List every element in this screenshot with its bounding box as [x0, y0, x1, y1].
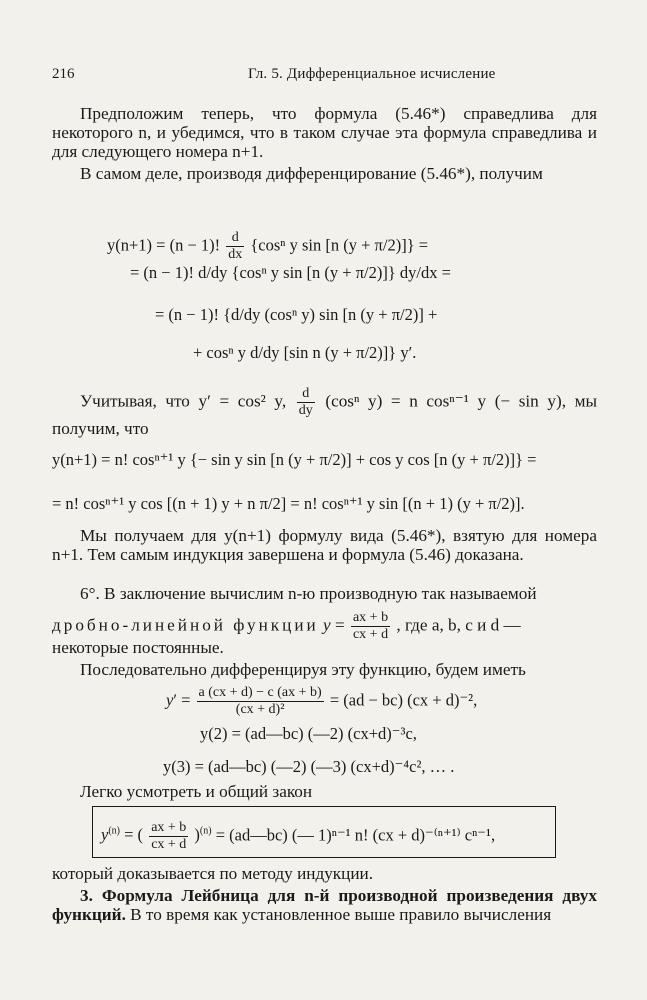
chapter-title: Гл. 5. Дифференциальное исчисление — [248, 66, 496, 82]
paragraph-leibniz-formula: 3. Формула Лейбница для n-й производной произведения двух функций. В то время как установленное выше правило вычисления — [52, 886, 597, 924]
equation-1-line-3: = (n − 1)! {d/dy (cosⁿ y) sin [n (y + π/2)] + — [155, 305, 438, 324]
paragraph-taking-into-account: Учитывая, что y′ = cos² y, $\frac{d}{dy}$ (cosⁿ y) = n cosⁿ⁻¹ y (− sin y), мы получим, что — [52, 386, 598, 438]
boxed-general-formula: $y^{(n)}$ = ( $\frac{ax + b}{cx + d}$ )$^{(n)}$ = (ad—bc) (— 1)ⁿ⁻¹ n! (cx + d)⁻⁽ⁿ⁺¹⁾ cⁿ⁻¹, — [101, 820, 496, 852]
equation-2-line-2: = n! cosⁿ⁺¹ y cos [(n + 1) y + n π/2] = n! cosⁿ⁺¹ y sin [(n + 1) (y + π/2)]. — [52, 494, 525, 513]
paragraph-fractional-linear-line-2: дробно-линейной функции y = $\frac{ax + b}{cx + d}$ , где a, b, c и d — — [52, 610, 521, 642]
paragraph-differentiation-intro: В самом деле, производя дифференцирование (5.46*), получим — [80, 164, 543, 183]
page-number: 216 — [52, 66, 75, 82]
paragraph-fractional-linear-line-3: некоторые постоянные. — [52, 638, 224, 657]
running-header — [52, 66, 595, 86]
paragraph-fractional-linear-line-1: 6°. В заключение вычислим n-ю производную так называемой — [80, 584, 537, 603]
equation-1-line-4: + cosⁿ y d/dy [sin n (y + π/2)]} y′. — [193, 343, 417, 362]
paragraph-induction-complete: Мы получаем для y(n+1) формулу вида (5.46*), взятую для номера n+1. Тем самым индукция завершена и формула (5.46) доказана. — [52, 526, 597, 564]
equation-1-line-1: y(n+1) = (n − 1)! $\frac{d}{dx}$ {cosⁿ y sin [n (y + π/2)]} = — [107, 230, 429, 262]
equation-3-line-3: y(3) = (ad—bc) (—2) (—3) (cx+d)⁻⁴c², … . — [163, 757, 455, 776]
equation-3-line-1: y′ = $\frac{a (cx + d) - c (ax + b)}{\text{(cx + d)²}}$ = (ad − bc) (cx + d)⁻², — [166, 685, 478, 717]
equation-3-line-2: y(2) = (ad—bc) (—2) (cx+d)⁻³c, — [200, 724, 417, 743]
paragraph-general-law: Легко усмотреть и общий закон — [80, 782, 313, 801]
paragraph-proved-by-induction: который доказывается по методу индукции. — [52, 864, 374, 883]
paragraph-induction-assumption: Предположим теперь, что формула (5.46*) справедлива для некоторого n, и убедимся, что в таком случае эта формула справедлива и для следующего номера n+1. — [52, 104, 597, 161]
equation-2-line-1: y(n+1) = n! cosⁿ⁺¹ y {− sin y sin [n (y + π/2)] + cos y cos [n (y + π/2)]} = — [52, 450, 537, 469]
equation-1-line-2: = (n − 1)! d/dy {cosⁿ y sin [n (y + π/2)]} dy/dx = — [130, 263, 451, 282]
paragraph-successive-differentiation: Последовательно дифференцируя эту функцию, будем иметь — [80, 660, 526, 679]
